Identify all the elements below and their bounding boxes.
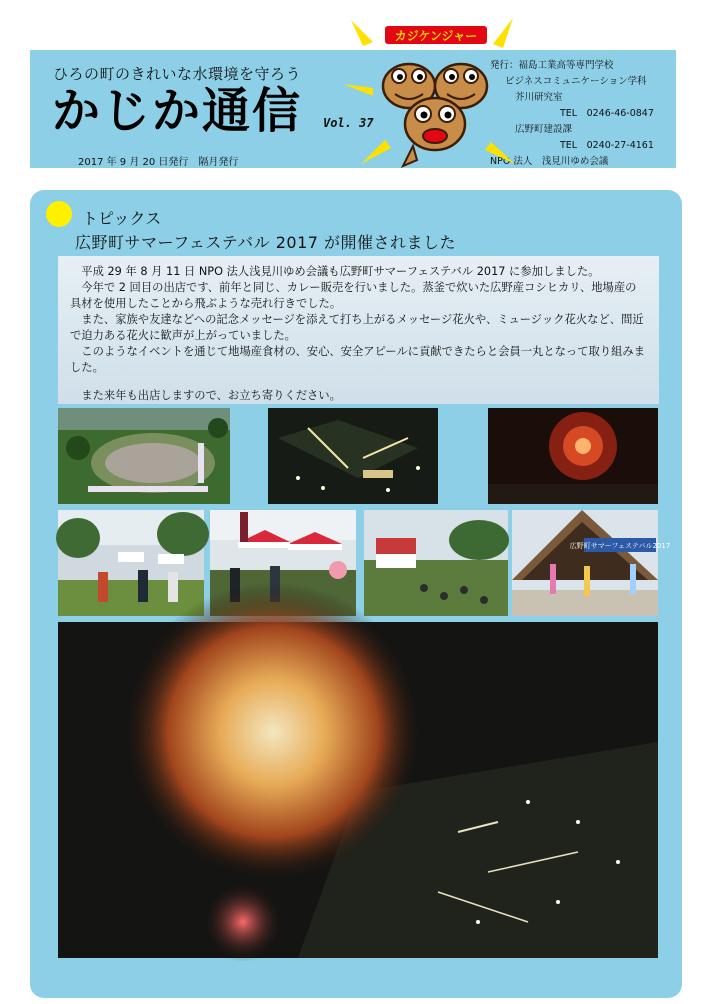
ray-shape <box>351 20 373 46</box>
issue-date: 2017 年 9 月 20 日発行 隔月発行 <box>78 157 239 168</box>
ray-shape <box>361 140 391 164</box>
photo-picnic-tables <box>58 510 204 616</box>
photo-red-fireworks <box>488 408 658 504</box>
photo-hula-dancers <box>512 510 671 616</box>
photo-festival-aerial <box>58 408 230 504</box>
stage-banner-text: 広野町サマーフェステバル2017 <box>569 542 671 550</box>
publisher-phone: TEL 0246-46-0847 <box>560 108 654 119</box>
article-paragraph: また来年も出店しますので、お立ち寄りください。 <box>81 389 341 402</box>
photo-night-aerial <box>268 408 438 504</box>
article-paragraph: また、家族や友達などへの記念メッセージを添えて打ち上がるメッセージ花火や、ミュージック花火など、間近で迫力ある花火に歓声が上がっていました。 <box>70 313 644 342</box>
frog-character <box>403 98 465 166</box>
newsletter-title: かじか通信 <box>52 83 303 139</box>
article-headline: 広野町サマーフェステバル 2017 が開催されました <box>75 233 457 252</box>
volume-number: Vol. 37 <box>323 116 374 130</box>
article-body <box>58 256 659 404</box>
photo-stage-lawn <box>364 510 508 616</box>
publisher-line: ビジネスコミュニケーション学科 <box>505 76 647 87</box>
mascot-illustration <box>343 14 523 184</box>
section-label: トピックス <box>82 209 162 228</box>
logo-text: カジケンジャー <box>394 29 478 43</box>
publisher-phone: TEL 0240-27-4161 <box>560 140 654 151</box>
publisher-line: 発行：福島工業高等専門学校 <box>490 60 614 71</box>
publisher-line: 芥川研究室 <box>515 92 563 103</box>
ray-shape <box>343 84 373 96</box>
article-paragraph: 平成 29 年 8 月 11 日 NPO 法人浅見川ゆめ会議も広野町サマーフェステバル 2017 に参加しました。 <box>81 265 600 278</box>
photo-large-fireworks <box>58 622 658 958</box>
article-paragraph: 今年で 2 回目の出店です、前年と同じ、カレー販売を行いました。蒸釜で炊いた広野産コシヒカリ、地場産の具材を使用したことから飛ぶような売れ行きでした。 <box>70 281 637 310</box>
topic-bullet-icon <box>46 201 72 227</box>
publisher-line: 広野町建設課 <box>515 124 573 135</box>
publisher-line: NPO 法人 浅見川ゆめ会議 <box>490 156 609 167</box>
ray-shape <box>493 18 513 48</box>
article-paragraph: このようなイベントを通じて地場産食材の、安心、安全アピールに貢献できたらと会員一丸となって取り組みました。 <box>70 345 646 374</box>
tagline: ひろの町のきれいな水環境を守ろう <box>53 65 302 83</box>
ray-shape <box>485 142 515 164</box>
